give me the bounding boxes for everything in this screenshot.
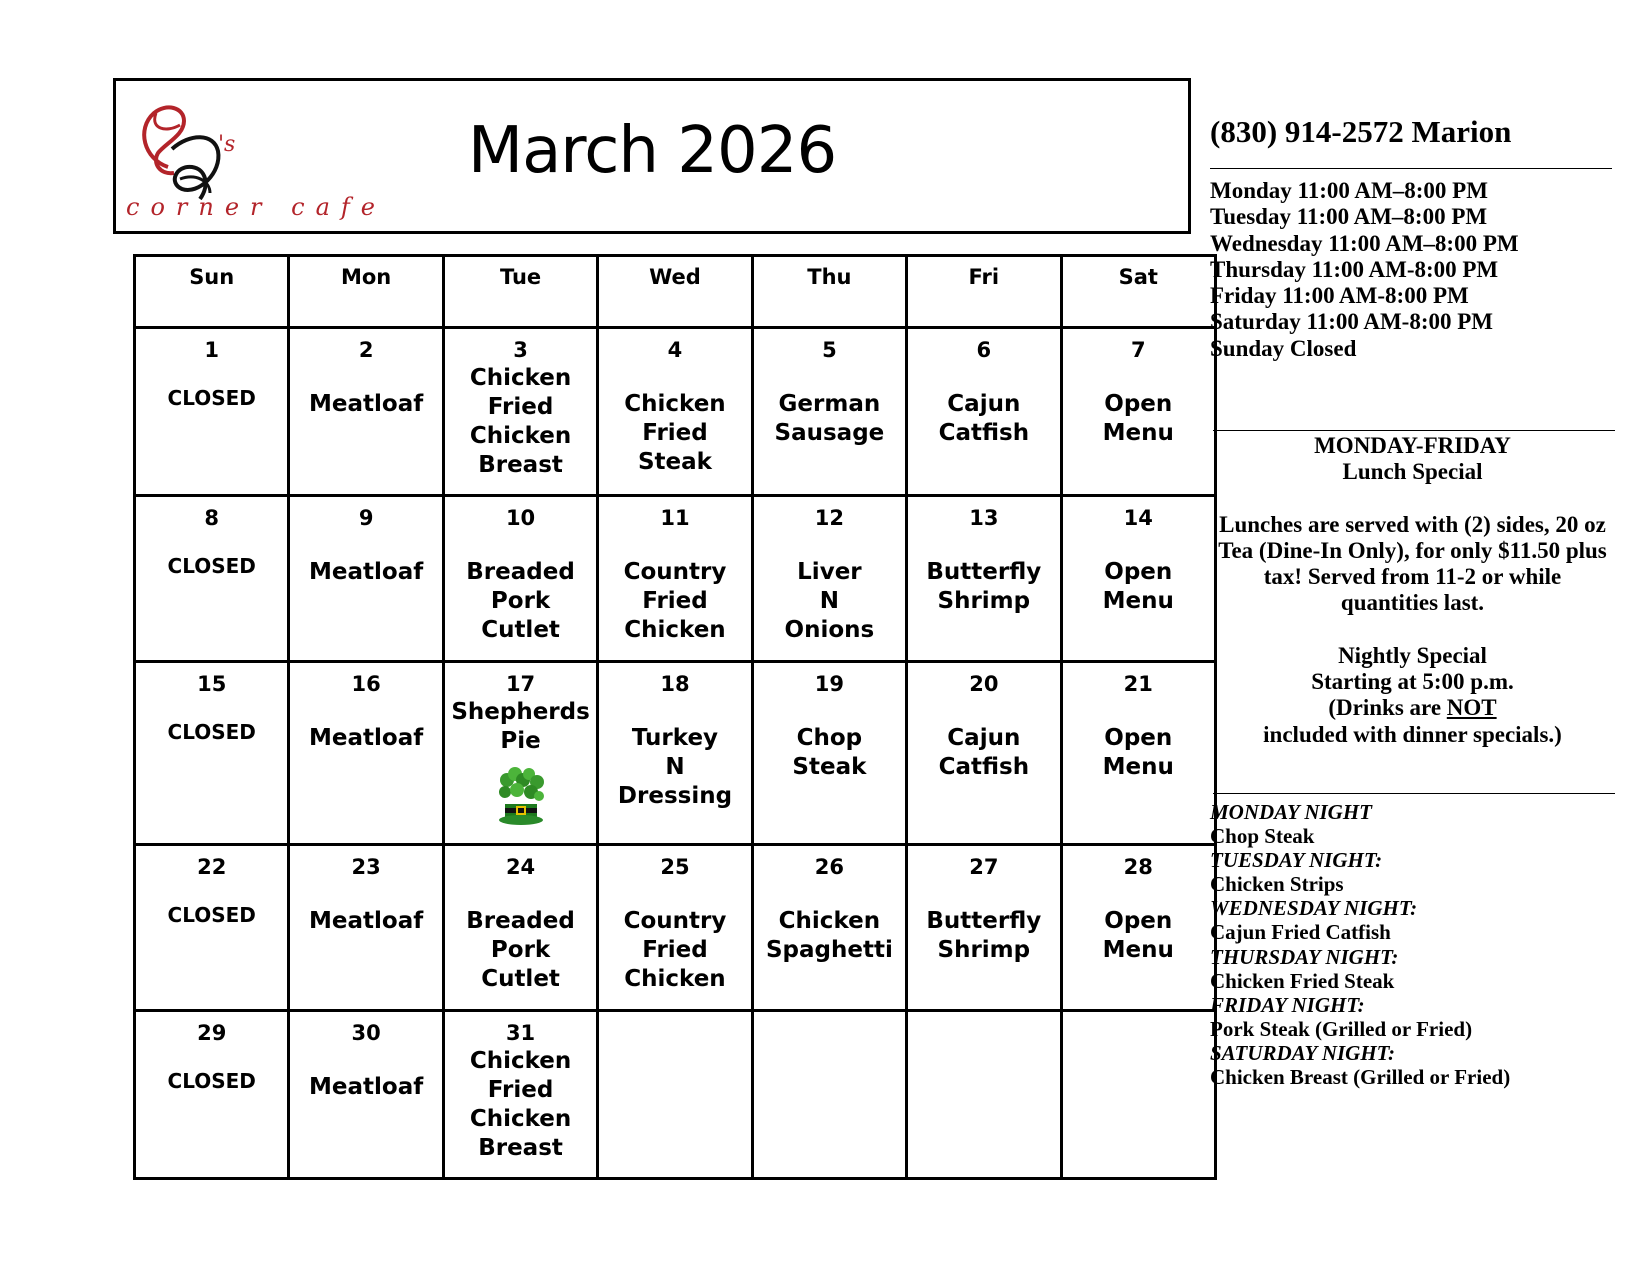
day-cell <box>443 328 597 496</box>
menu-line: Meatloaf <box>309 724 424 751</box>
menu-line: Pork <box>490 937 551 964</box>
menu-line: Breast <box>478 1134 563 1161</box>
menu-line: Pork <box>490 588 551 615</box>
menu-line: Fried <box>487 1076 554 1103</box>
menu-line: CLOSED <box>167 1068 256 1093</box>
menu-line: German <box>778 391 881 417</box>
day-number: 29 <box>197 1020 227 1045</box>
day-cell <box>1061 496 1215 661</box>
weekday-header: Thu <box>752 256 906 328</box>
hours-line: Friday 11:00 AM-8:00 PM <box>1210 283 1469 309</box>
night-label: FRIDAY NIGHT: <box>1210 992 1365 1017</box>
drinks-note <box>1213 695 1612 748</box>
weekday-header: Wed <box>598 256 752 328</box>
day-number: 21 <box>1123 671 1153 696</box>
day-cell <box>135 496 289 661</box>
menu-line: Cajun <box>947 391 1021 417</box>
menu-line: Catfish <box>938 753 1030 780</box>
menu-line: N <box>665 753 685 780</box>
menu-line: Shrimp <box>937 588 1031 615</box>
menu-line: CLOSED <box>167 719 256 744</box>
day-number: 31 <box>505 1020 536 1045</box>
menu-line: Liver <box>797 559 862 586</box>
menu-line: CLOSED <box>167 903 256 928</box>
day-number: 10 <box>505 506 536 531</box>
day-cell <box>289 1010 443 1179</box>
day-number: 6 <box>976 338 992 362</box>
night-item: Chicken Strips <box>1210 872 1344 897</box>
day-cell <box>598 1010 752 1179</box>
day-cell <box>135 845 289 1010</box>
day-cell <box>907 496 1061 661</box>
night-label: SATURDAY NIGHT: <box>1210 1040 1395 1065</box>
day-cell <box>1061 845 1215 1010</box>
divider <box>1213 793 1615 794</box>
calendar-table <box>133 254 1217 1180</box>
day-cell <box>598 328 752 496</box>
day-number: 27 <box>969 855 999 880</box>
menu-line: Steak <box>792 753 867 780</box>
night-item: Chicken Breast (Grilled or Fried) <box>1210 1065 1511 1090</box>
day-cell <box>1061 328 1215 496</box>
day-number: 7 <box>1130 338 1146 362</box>
menu-line: Menu <box>1102 588 1174 615</box>
drinks-note-not: NOT <box>1446 695 1497 721</box>
menu-line: Chicken <box>469 365 572 391</box>
day-number: 30 <box>351 1020 381 1045</box>
menu-line: Butterfly <box>926 908 1042 935</box>
menu-line: Shrimp <box>937 937 1031 964</box>
weekday-header-row <box>135 256 1216 328</box>
hours-line: Saturday 11:00 AM-8:00 PM <box>1210 309 1494 335</box>
drinks-note-post: included with dinner specials.) <box>1263 721 1562 747</box>
day-cell <box>752 661 906 845</box>
menu-line: Open <box>1104 908 1173 935</box>
menu-line: Open <box>1104 724 1173 751</box>
day-cell <box>598 496 752 661</box>
night-item: Chicken Fried Steak <box>1210 968 1395 993</box>
menu-line: Open <box>1104 391 1173 417</box>
day-cell <box>598 845 752 1010</box>
menu-line: Butterfly <box>926 559 1042 586</box>
day-cell <box>752 328 906 496</box>
day-number: 4 <box>667 338 683 362</box>
day-cell <box>443 1010 597 1179</box>
menu-line: Cajun <box>947 724 1021 751</box>
day-number: 2 <box>358 338 374 362</box>
day-cell <box>907 328 1061 496</box>
menu-line: Fried <box>642 588 708 615</box>
day-cell <box>752 845 906 1010</box>
day-cell <box>289 845 443 1010</box>
phone-location: (830) 914-2572 Marion <box>1210 114 1512 149</box>
day-number: 14 <box>1123 506 1153 531</box>
divider <box>1213 430 1615 431</box>
day-number: 15 <box>197 671 227 696</box>
menu-line: Chicken <box>469 1047 572 1074</box>
day-number: 17 <box>505 671 536 696</box>
menu-line: Cutlet <box>481 966 560 993</box>
menu-line: N <box>819 588 840 615</box>
menu-line: Spaghetti <box>765 937 893 964</box>
menu-line: Fried <box>642 420 708 446</box>
weekday-header: Tue <box>443 256 597 328</box>
drinks-note-pre: (Drinks are <box>1328 695 1447 721</box>
day-cell <box>907 1010 1061 1179</box>
menu-line: Meatloaf <box>309 1073 424 1100</box>
night-item: Chop Steak <box>1210 824 1315 849</box>
night-label: THURSDAY NIGHT: <box>1210 944 1399 969</box>
hours-line: Thursday 11:00 AM-8:00 PM <box>1210 256 1499 282</box>
day-cell <box>907 845 1061 1010</box>
week-row <box>135 1010 1216 1179</box>
menu-line: Meatloaf <box>309 908 424 935</box>
menu-line: Menu <box>1102 753 1174 780</box>
menu-line: Shepherds <box>451 698 590 725</box>
menu-line: Dressing <box>617 782 733 809</box>
hours-line: Monday 11:00 AM–8:00 PM <box>1210 178 1488 203</box>
header-box <box>113 78 1191 234</box>
hours-list <box>1210 178 1519 362</box>
day-cell <box>907 661 1061 845</box>
menu-line: Breaded <box>466 559 575 586</box>
day-cell <box>1061 1010 1215 1179</box>
page-title: March 2026 <box>467 114 837 188</box>
week-row <box>135 328 1216 496</box>
day-cell <box>135 661 289 845</box>
day-number: 23 <box>351 855 381 880</box>
day-number: 25 <box>660 855 690 880</box>
menu-line: Meatloaf <box>309 391 424 417</box>
weekday-header: Mon <box>289 256 443 328</box>
day-number: 12 <box>814 506 845 531</box>
menu-line: Chicken <box>469 1105 572 1132</box>
menu-line: Steak <box>637 449 712 475</box>
menu-line: Meatloaf <box>309 559 424 586</box>
menu-line: Turkey <box>631 724 719 751</box>
night-label: MONDAY NIGHT <box>1210 800 1372 824</box>
hours-line: Wednesday 11:00 AM–8:00 PM <box>1210 230 1519 256</box>
menu-line: Chop <box>796 724 863 751</box>
night-label: WEDNESDAY NIGHT: <box>1210 896 1418 921</box>
menu-line: Cutlet <box>481 617 560 644</box>
weekday-header: Fri <box>907 256 1061 328</box>
menu-line: Menu <box>1102 420 1174 446</box>
day-number: 3 <box>513 338 528 362</box>
shamrock-hat-icon <box>493 764 549 828</box>
day-cell <box>135 328 289 496</box>
day-number: 26 <box>814 855 845 880</box>
menu-line: Open <box>1104 559 1173 586</box>
weekday-header: Sun <box>135 256 289 328</box>
day-number: 8 <box>204 506 220 531</box>
menu-line: Country <box>623 908 727 935</box>
specials-panel <box>1213 433 1612 748</box>
nightly-start-time: Starting at 5:00 p.m. <box>1311 669 1514 695</box>
lunch-description: Lunches are served with (2) sides, 20 oz Tea (Dine-In Only), for only $11.50 plus tax! Served from 11-2 or while quantities last. <box>1218 511 1607 616</box>
menu-line: Chicken <box>624 617 726 644</box>
menu-line: Pie <box>500 727 541 754</box>
day-cell <box>289 328 443 496</box>
day-number: 1 <box>204 338 220 362</box>
menu-line: Fried <box>642 937 708 964</box>
day-cell <box>752 496 906 661</box>
divider <box>1210 168 1612 169</box>
hours-line: Tuesday 11:00 AM–8:00 PM <box>1210 204 1488 230</box>
nightly-heading: Nightly Special <box>1338 642 1487 668</box>
menu-line: Chicken <box>624 966 726 993</box>
day-number: 13 <box>969 506 999 531</box>
night-label: TUESDAY NIGHT: <box>1210 848 1383 873</box>
day-number: 20 <box>969 671 999 696</box>
night-item: Pork Steak (Grilled or Fried) <box>1210 1016 1473 1041</box>
day-cell <box>443 496 597 661</box>
night-item: Cajun Fried Catfish <box>1210 920 1391 945</box>
day-cell <box>135 1010 289 1179</box>
menu-line: Chicken <box>469 423 572 449</box>
hours-line: Sunday Closed <box>1210 335 1357 361</box>
day-number: 19 <box>814 671 845 696</box>
menu-line: Chicken <box>624 391 726 417</box>
svg-text:'s: 's <box>218 132 236 157</box>
menu-line: Onions <box>784 617 875 644</box>
day-number: 24 <box>505 855 536 880</box>
logo-tagline: corner cafe <box>126 193 386 221</box>
day-cell <box>752 1010 906 1179</box>
menu-line: Breast <box>478 452 563 478</box>
day-number: 11 <box>660 506 690 531</box>
menu-line: Chicken <box>778 908 881 935</box>
day-cell <box>289 661 443 845</box>
day-number: 9 <box>358 506 374 531</box>
day-number: 16 <box>351 671 381 696</box>
day-number: 5 <box>822 338 837 362</box>
menu-line: Catfish <box>938 420 1030 446</box>
menu-line: Country <box>623 559 727 586</box>
week-row <box>135 661 1216 845</box>
day-cell <box>289 496 443 661</box>
day-number: 22 <box>197 855 227 880</box>
menu-line: Breaded <box>466 908 575 935</box>
day-cell <box>1061 661 1215 845</box>
day-number: 28 <box>1123 855 1153 880</box>
day-cell <box>598 661 752 845</box>
week-row <box>135 496 1216 661</box>
menu-line: Sausage <box>774 420 885 446</box>
lunch-heading: MONDAY-FRIDAY <box>1314 433 1511 458</box>
week-row <box>135 845 1216 1010</box>
day-number: 18 <box>660 671 690 696</box>
menu-line: CLOSED <box>167 386 256 410</box>
lunch-subheading: Lunch Special <box>1342 459 1483 485</box>
day-cell <box>443 845 597 1010</box>
menu-line: Fried <box>487 394 554 420</box>
menu-line: CLOSED <box>167 554 256 579</box>
weekday-header: Sat <box>1061 256 1215 328</box>
nightly-specials-list <box>1210 800 1510 1089</box>
menu-line: Menu <box>1102 937 1174 964</box>
day-cell <box>443 661 597 845</box>
